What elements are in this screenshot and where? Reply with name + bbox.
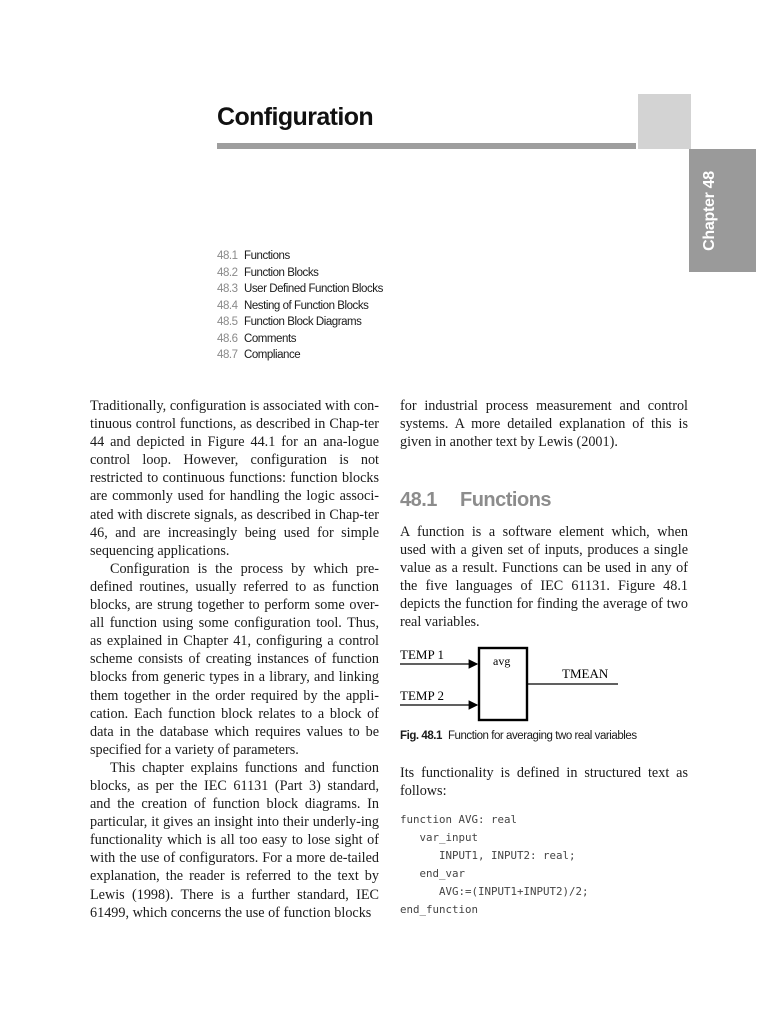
section-title: Functions	[460, 489, 552, 511]
toc-item	[217, 281, 383, 298]
after-figure-text	[400, 764, 688, 800]
chapter-title: Configuration	[217, 103, 374, 131]
left-column	[90, 397, 379, 922]
body-paragraph: for industrial process measurement and control systems. A more detailed explanation of this is given in another text by Lewis (2001).	[400, 398, 688, 451]
function-block-diagram	[398, 642, 628, 727]
right-column-continuation	[400, 397, 688, 451]
toc-label: Functions	[244, 250, 290, 262]
body-paragraph: This chapter explains functions and function blocks, as per the IEC 61131 (Part 3) standard, and the creation of function block diagrams. In particular, it gives an insight into their underly-ing functionality which is all too easy to lose sight of with the use of configurators. For a more de-tailed explanation, the reader is referred to the text by Lewis (1998). There is a further standard, IEC 61499, which concerns the use of function blocks	[90, 759, 379, 921]
title-rule	[217, 143, 636, 149]
code-block: function AVG: real var_input INPUT1, INPUT2: real; end_var AVG:=(INPUT1+INPUT2)/2; end_function	[400, 813, 589, 916]
chapter-tab-top	[638, 94, 691, 149]
toc-label: Compliance	[244, 349, 301, 361]
toc-label: Function Blocks	[244, 266, 319, 279]
function-block-name: avg	[493, 654, 511, 668]
chapter-tab-label: Chapter 48	[701, 170, 719, 251]
figure-caption	[400, 730, 637, 742]
section-text	[400, 523, 688, 632]
body-paragraph: A function is a software element which, when used with a given set of inputs, produces a single value as a result. Functions can be used in any of the five languages of IEC 61131. Figure 48.1 depicts the function for finding the average of two real variables.	[400, 524, 688, 631]
toc-label: Nesting of Function Blocks	[244, 299, 369, 312]
toc-number: 48.7	[217, 349, 238, 361]
chapter-tab-label-box	[689, 149, 731, 272]
toc-item	[217, 331, 383, 348]
figure-label: Fig. 48.1	[400, 730, 442, 742]
toc-label: User Defined Function Blocks	[244, 283, 383, 295]
toc-item	[217, 265, 383, 282]
chapter-toc	[217, 248, 383, 364]
output-label: TMEAN	[562, 666, 609, 681]
toc-number: 48.5	[217, 316, 238, 328]
section-number: 48.1	[400, 489, 437, 511]
toc-label: Function Block Diagrams	[244, 316, 362, 328]
toc-item	[217, 248, 383, 265]
body-paragraph: Its functionality is defined in structured text as follows:	[400, 765, 688, 800]
toc-number: 48.1	[217, 250, 238, 262]
section-heading	[400, 489, 551, 512]
body-paragraph: Configuration is the process by which pre-defined routines, usually referred to as function blocks, are strung together to perform some over-all function using some configuration tool. Thus, as explained in Chapter 41, configuring a control scheme consists of creating instances of function blocks from generic types in a library, and linking them together in the order required by the appli-cation. Each function block relates to a block of data in the database which requires values to be specified for a variety of parameters.	[90, 560, 379, 758]
body-paragraph: Traditionally, configuration is associated with con-tinuous control functions, as described in Chap-ter 44 and depicted in Figure 44.1 for an ana-logue control loop. However, configuration is not restricted to continuous functions: function blocks are commonly used for handling the logic associ-ated with discrete signals, as described in Chap-ter 46, and are increasingly being used for simple sequencing applications.	[90, 398, 379, 559]
toc-label: Comments	[244, 332, 296, 345]
toc-item	[217, 314, 383, 331]
figure-caption-text: Function for averaging two real variables	[447, 730, 637, 742]
toc-number: 48.6	[217, 332, 238, 345]
toc-item	[217, 347, 383, 364]
toc-item	[217, 298, 383, 315]
input-label-temp1: TEMP 1	[400, 647, 444, 662]
input-label-temp2: TEMP 2	[400, 688, 444, 703]
toc-number: 48.3	[217, 283, 238, 295]
toc-number: 48.4	[217, 299, 238, 312]
toc-number: 48.2	[217, 266, 238, 279]
